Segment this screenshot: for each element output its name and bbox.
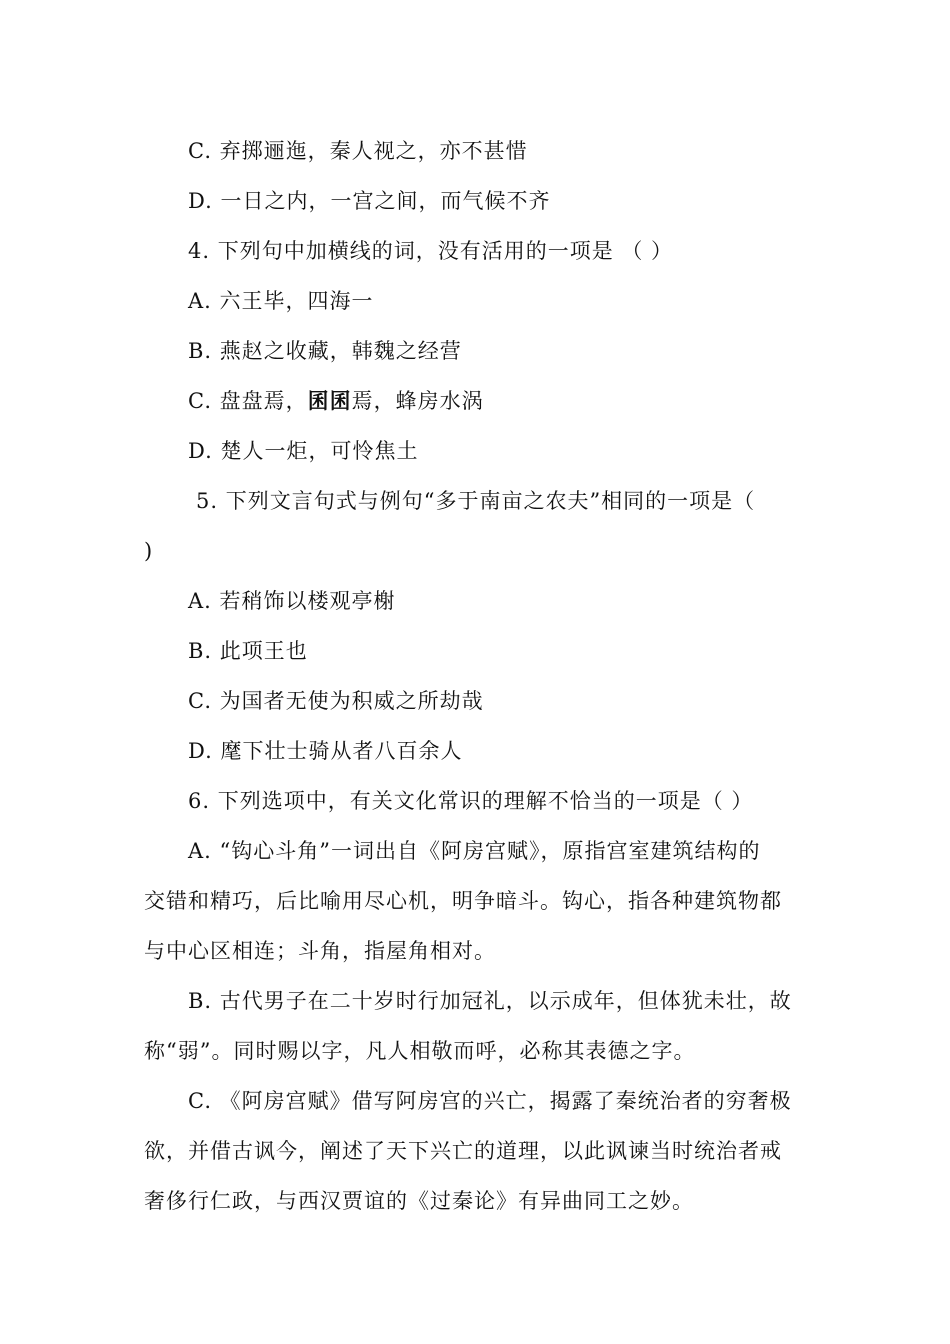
q4-option-d: D. 楚人一炬，可怜焦土 [188,439,419,463]
q4-option-c [188,386,484,416]
q4-option-c-suffix: 焉，蜂房水涡 [351,389,484,413]
q3-option-c: C. 弃掷逦迤，秦人视之，亦不甚惜 [188,139,528,163]
q6-option-b-line-2: 称“弱”。同时赐以字，凡人相敬而呼，必称其表德之字。 [144,1039,696,1063]
q3-option-d: D. 一日之内，一宫之间，而气候不齐 [188,189,551,213]
q5-option-d: D. 麾下壮士骑从者八百余人 [188,739,463,763]
q5-stem: 5. 下列文言句式与例句“多于南亩之农夫”相同的一项是（ [196,489,756,513]
q5-stem-tail: ) [144,539,154,563]
q6-option-c-line-3: 奢侈行仁政，与西汉贾谊的《过秦论》有异曲同工之妙。 [144,1189,694,1213]
q6-option-c-line-2: 欲，并借古讽今，阐述了天下兴亡的道理，以此讽谏当时统治者戒 [144,1139,782,1163]
q6-option-a-line-2: 交错和精巧，后比喻用尽心机，明争暗斗。钩心，指各种建筑物都 [144,889,782,913]
q5-option-b: B. 此项王也 [188,639,308,663]
q6-option-b-line-1: B. 古代男子在二十岁时行加冠礼，以示成年，但体犹未壮，故 [188,989,792,1013]
q4-option-a: A. 六王毕，四海一 [188,289,374,313]
q6-stem: 6. 下列选项中，有关文化常识的理解不恰当的一项是（ ） [188,789,754,813]
q4-option-c-marked-word: 囷囷 [307,388,352,413]
q5-option-a: A. 若稍饰以楼观亭榭 [188,589,396,613]
q6-option-c-line-1: C. 《阿房宫赋》借写阿房宫的兴亡，揭露了秦统治者的穷奢极 [188,1089,792,1113]
q6-option-a-line-1: A. “钩心斗角”一词出自《阿房宫赋》，原指宫室建筑结构的 [188,839,761,863]
q5-option-c: C. 为国者无使为积威之所劫哉 [188,689,484,713]
q6-option-a-line-3: 与中心区相连；斗角，指屋角相对。 [144,939,496,963]
q4-option-b: B. 燕赵之收藏，韩魏之经营 [188,339,462,363]
q4-option-c-prefix: C. 盘盘焉， [188,389,308,413]
q4-stem: 4. 下列句中加横线的词，没有活用的一项是 （ ） [188,239,674,263]
